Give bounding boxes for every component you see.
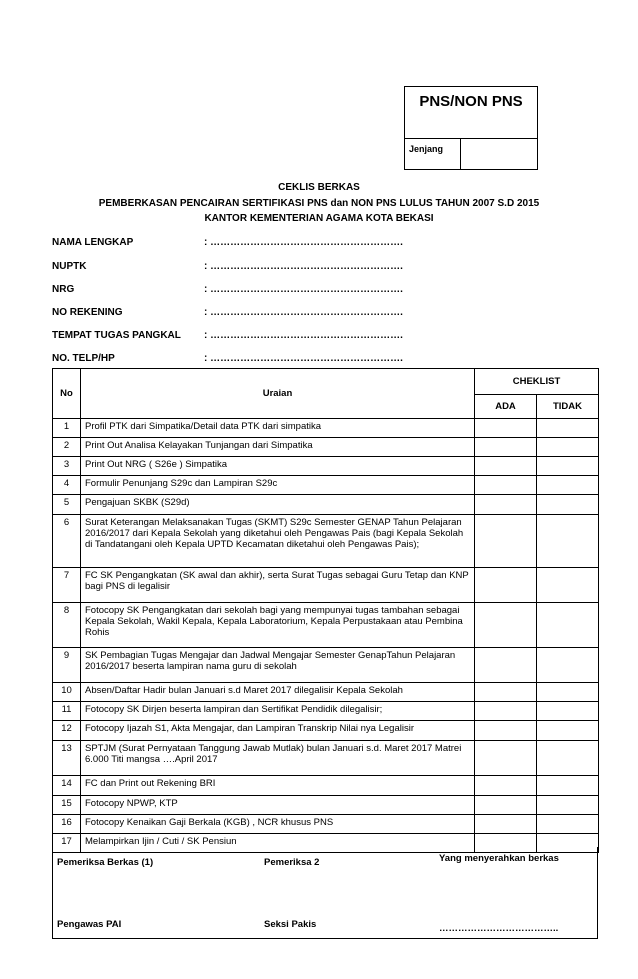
field-label: NO REKENING — [52, 307, 123, 318]
ada-checkbox-cell[interactable] — [475, 776, 537, 796]
ada-checkbox-cell[interactable] — [475, 648, 537, 683]
table-row — [53, 815, 599, 834]
row-number: 10 — [53, 683, 81, 702]
table-row — [53, 796, 599, 815]
seksi-label: Seksi Pakis — [264, 919, 317, 930]
field-value[interactable]: : …………………………………………………. — [204, 353, 403, 364]
row-description: Melampirkan Ijin / Cuti / SK Pensiun — [81, 834, 475, 853]
signature-section — [52, 847, 598, 939]
ada-checkbox-cell[interactable] — [475, 702, 537, 721]
tidak-checkbox-cell[interactable] — [537, 702, 599, 721]
field-label: NO. TELP/HP — [52, 353, 115, 364]
ada-checkbox-cell[interactable] — [475, 603, 537, 648]
tidak-checkbox-cell[interactable] — [537, 438, 599, 457]
row-description: Print Out NRG ( S26e ) Simpatika — [81, 457, 475, 476]
row-description: Formulir Penunjang S29c dan Lampiran S29c — [81, 476, 475, 495]
table-row — [53, 702, 599, 721]
field-row — [52, 330, 403, 341]
field-row — [52, 261, 403, 272]
field-label: TEMPAT TUGAS PANGKAL — [52, 330, 181, 341]
tidak-checkbox-cell[interactable] — [537, 568, 599, 603]
table-row — [53, 419, 599, 438]
table-row — [53, 476, 599, 495]
field-label: NUPTK — [52, 261, 87, 272]
tidak-checkbox-cell[interactable] — [537, 683, 599, 702]
ada-checkbox-cell[interactable] — [475, 741, 537, 776]
row-description: Fotocopy SK Pengangkatan dari sekolah bagi yang mempunyai tugas tambahan sebagai Kepala Sekolah, Wakil Kepala, Kepala Laboratorium, Kepala Perpustakaan atau Pembina Rohis — [81, 603, 475, 648]
field-value[interactable]: : …………………………………………………. — [204, 330, 403, 341]
row-number: 2 — [53, 438, 81, 457]
ada-checkbox-cell[interactable] — [475, 796, 537, 815]
heading-line3: KANTOR KEMENTERIAN AGAMA KOTA BEKASI — [204, 213, 434, 224]
header-no: No — [53, 369, 81, 419]
table-row — [53, 683, 599, 702]
box-title: PNS/NON PNS — [405, 87, 537, 139]
row-number: 7 — [53, 568, 81, 603]
ada-checkbox-cell[interactable] — [475, 419, 537, 438]
row-number: 11 — [53, 702, 81, 721]
pemeriksa2-label: Pemeriksa 2 — [264, 857, 320, 868]
tidak-checkbox-cell[interactable] — [537, 648, 599, 683]
field-row — [52, 237, 403, 248]
ada-checkbox-cell[interactable] — [475, 495, 537, 515]
row-description: Profil PTK dari Simpatika/Detail data PTK dari simpatika — [81, 419, 475, 438]
row-number: 4 — [53, 476, 81, 495]
table-row — [53, 438, 599, 457]
field-row — [52, 284, 403, 295]
row-number: 12 — [53, 721, 81, 741]
row-number: 6 — [53, 515, 81, 568]
row-description: Surat Keterangan Melaksanakan Tugas (SKMT) S29c Semester GENAP Tahun Pelajaran 2016/2017 dari Kepala Sekolah yang diketahui oleh Pengawas Pais (bagi Kepala Sekolah di Tandatangani oleh Kepala UPTD Kecamatan diketahui oleh Pengawas Pais); — [81, 515, 475, 568]
heading-line2: PEMBERKASAN PENCAIRAN SERTIFIKASI PNS dan NON PNS LULUS TAHUN 2007 S.D 2015 — [98, 198, 540, 209]
field-label: NAMA LENGKAP — [52, 237, 134, 248]
field-value[interactable]: : …………………………………………………. — [204, 307, 403, 318]
row-description: Fotocopy SK Dirjen beserta lampiran dan Sertifikat Pendidik dilegalisir; — [81, 702, 475, 721]
table-row — [53, 457, 599, 476]
row-number: 3 — [53, 457, 81, 476]
table-row — [53, 603, 599, 648]
checklist-table — [52, 368, 599, 853]
pemeriksa1-label: Pemeriksa Berkas (1) — [57, 857, 154, 868]
table-row — [53, 776, 599, 796]
table-row — [53, 648, 599, 683]
row-number: 15 — [53, 796, 81, 815]
row-number: 1 — [53, 419, 81, 438]
row-number: 9 — [53, 648, 81, 683]
ada-checkbox-cell[interactable] — [475, 438, 537, 457]
table-row — [53, 721, 599, 741]
pns-status-box — [404, 86, 538, 170]
tidak-checkbox-cell[interactable] — [537, 741, 599, 776]
signature-dots: ……………………………….. — [439, 923, 559, 934]
ada-checkbox-cell[interactable] — [475, 476, 537, 495]
ada-checkbox-cell[interactable] — [475, 515, 537, 568]
header-tidak: TIDAK — [537, 395, 599, 419]
table-row — [53, 568, 599, 603]
ada-checkbox-cell[interactable] — [475, 721, 537, 741]
tidak-checkbox-cell[interactable] — [537, 419, 599, 438]
tidak-checkbox-cell[interactable] — [537, 721, 599, 741]
row-description: Fotocopy Ijazah S1, Akta Mengajar, dan Lampiran Transkrip Nilai nya Legalisir — [81, 721, 475, 741]
ada-checkbox-cell[interactable] — [475, 683, 537, 702]
tidak-checkbox-cell[interactable] — [537, 476, 599, 495]
row-number: 17 — [53, 834, 81, 853]
pengawas-label: Pengawas PAI — [57, 919, 122, 930]
row-description: Absen/Daftar Hadir bulan Januari s.d Maret 2017 dilegalisir Kepala Sekolah — [81, 683, 475, 702]
row-description: Pengajuan SKBK (S29d) — [81, 495, 475, 515]
ada-checkbox-cell[interactable] — [475, 815, 537, 834]
row-description: FC SK Pengangkatan (SK awal dan akhir), serta Surat Tugas sebagai Guru Tetap dan KNP bagi PNS di legalisir — [81, 568, 475, 603]
field-label: NRG — [52, 284, 75, 295]
table-row — [53, 741, 599, 776]
row-description: FC dan Print out Rekening BRI — [81, 776, 475, 796]
menyerahkan-label: Yang menyerahkan berkas — [439, 853, 559, 864]
row-number: 8 — [53, 603, 81, 648]
field-value[interactable]: : …………………………………………………. — [204, 237, 403, 248]
row-description: Fotocopy Kenaikan Gaji Berkala (KGB) , NCR khusus PNS — [81, 815, 475, 834]
header-ceklist: CHEKLIST — [475, 369, 599, 395]
tidak-checkbox-cell[interactable] — [537, 603, 599, 648]
table-row — [53, 515, 599, 568]
tidak-checkbox-cell[interactable] — [537, 495, 599, 515]
row-number: 14 — [53, 776, 81, 796]
tidak-checkbox-cell[interactable] — [537, 815, 599, 834]
tidak-checkbox-cell[interactable] — [537, 796, 599, 815]
field-value[interactable]: : …………………………………………………. — [204, 261, 403, 272]
field-row — [52, 307, 403, 318]
row-number: 13 — [53, 741, 81, 776]
table-row — [53, 495, 599, 515]
row-description: SPTJM (Surat Pernyataan Tanggung Jawab Mutlak) bulan Januari s.d. Maret 2017 Matrei 6.000 Titi mangsa ….April 2017 — [81, 741, 475, 776]
tidak-checkbox-cell[interactable] — [537, 776, 599, 796]
field-value[interactable]: : …………………………………………………. — [204, 284, 403, 295]
ada-checkbox-cell[interactable] — [475, 568, 537, 603]
jenjang-label: Jenjang — [405, 139, 461, 169]
row-description: Print Out Analisa Kelayakan Tunjangan dari Simpatika — [81, 438, 475, 457]
row-number: 5 — [53, 495, 81, 515]
field-row — [52, 353, 403, 364]
row-description: SK Pembagian Tugas Mengajar dan Jadwal Mengajar Semester GenapTahun Pelajaran 2016/2017 beserta lampiran nama guru di sekolah — [81, 648, 475, 683]
header-ada: ADA — [475, 395, 537, 419]
tidak-checkbox-cell[interactable] — [537, 457, 599, 476]
row-number: 16 — [53, 815, 81, 834]
row-description: Fotocopy NPWP, KTP — [81, 796, 475, 815]
ada-checkbox-cell[interactable] — [475, 457, 537, 476]
tidak-checkbox-cell[interactable] — [537, 515, 599, 568]
header-uraian: Uraian — [81, 369, 475, 419]
heading-line1: CEKLIS BERKAS — [278, 182, 360, 193]
